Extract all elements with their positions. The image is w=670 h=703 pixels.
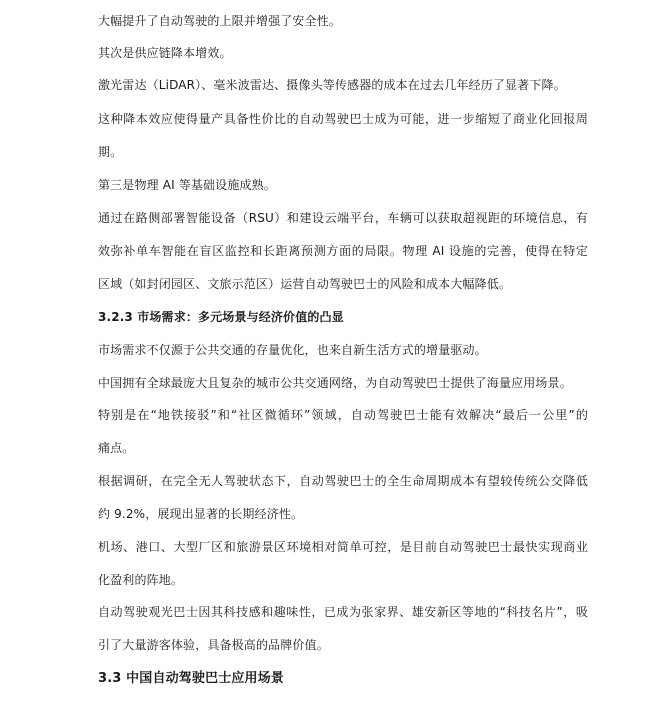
paragraph-line: 第三是物理 AI 等基础设施成熟。: [98, 178, 276, 192]
paragraph-line: 区域（如封闭园区、文旅示范区）运营自动驾驶巴士的风险和成本大幅降低。: [98, 277, 512, 291]
paragraph-line: 机场、港口、大型厂区和旅游景区环境相对简单可控，是目前自动驾驶巴士最快实现商业: [98, 540, 588, 554]
paragraph-line: 期。: [98, 145, 123, 159]
paragraph-line: 中国拥有全球最庞大且复杂的城市公共交通网络，为自动驾驶巴士提供了海量应用场景。: [98, 376, 572, 390]
paragraph-line: 其次是供应链降本增效。: [98, 46, 232, 60]
paragraph-line: 通过在路侧部署智能设备（RSU）和建设云端平台，车辆可以获取超视距的环境信息，有: [98, 211, 588, 225]
paragraph-line: 自动驾驶观光巴士因其科技感和趣味性，已成为张家界、雄安新区等地的“科技名片”，吸: [98, 605, 588, 619]
paragraph-line: 特别是在“地铁接驳”和“社区微循环”领域，自动驾驶巴士能有效解决“最后一公里”的: [98, 408, 588, 422]
paragraph-line: 化盈利的阵地。: [98, 573, 184, 587]
paragraph-line: 痛点。: [98, 441, 135, 455]
paragraph-line: 约 9.2%，展现出显著的长期经济性。: [98, 507, 304, 521]
paragraph-line: 市场需求不仅源于公共交通的存量优化，也来自新生活方式的增量驱动。: [98, 343, 487, 357]
paragraph-line: 这种降本效应使得量产具备性价比的自动驾驶巴士成为可能，进一步缩短了商业化回报周: [98, 112, 588, 126]
paragraph-line: 引了大量游客体验，具备极高的品牌价值。: [98, 638, 329, 652]
section-heading: 3.3 中国自动驾驶巴士应用场景: [98, 671, 284, 686]
subsection-heading: 3.2.3 市场需求：多元场景与经济价值的凸显: [98, 310, 344, 324]
paragraph-line: 效弥补单车智能在盲区监控和长距离预测方面的局限。物理 AI 设施的完善，使得在特定: [98, 244, 588, 258]
paragraph-line: 根据调研，在完全无人驾驶状态下，自动驾驶巴士的全生命周期成本有望较传统公交降低: [98, 474, 588, 488]
paragraph-line: 激光雷达（LiDAR）、毫米波雷达、摄像头等传感器的成本在过去几年经历了显著下降。: [98, 78, 566, 92]
paragraph-line: 大幅提升了自动驾驶的上限并增强了安全性。: [98, 14, 342, 28]
